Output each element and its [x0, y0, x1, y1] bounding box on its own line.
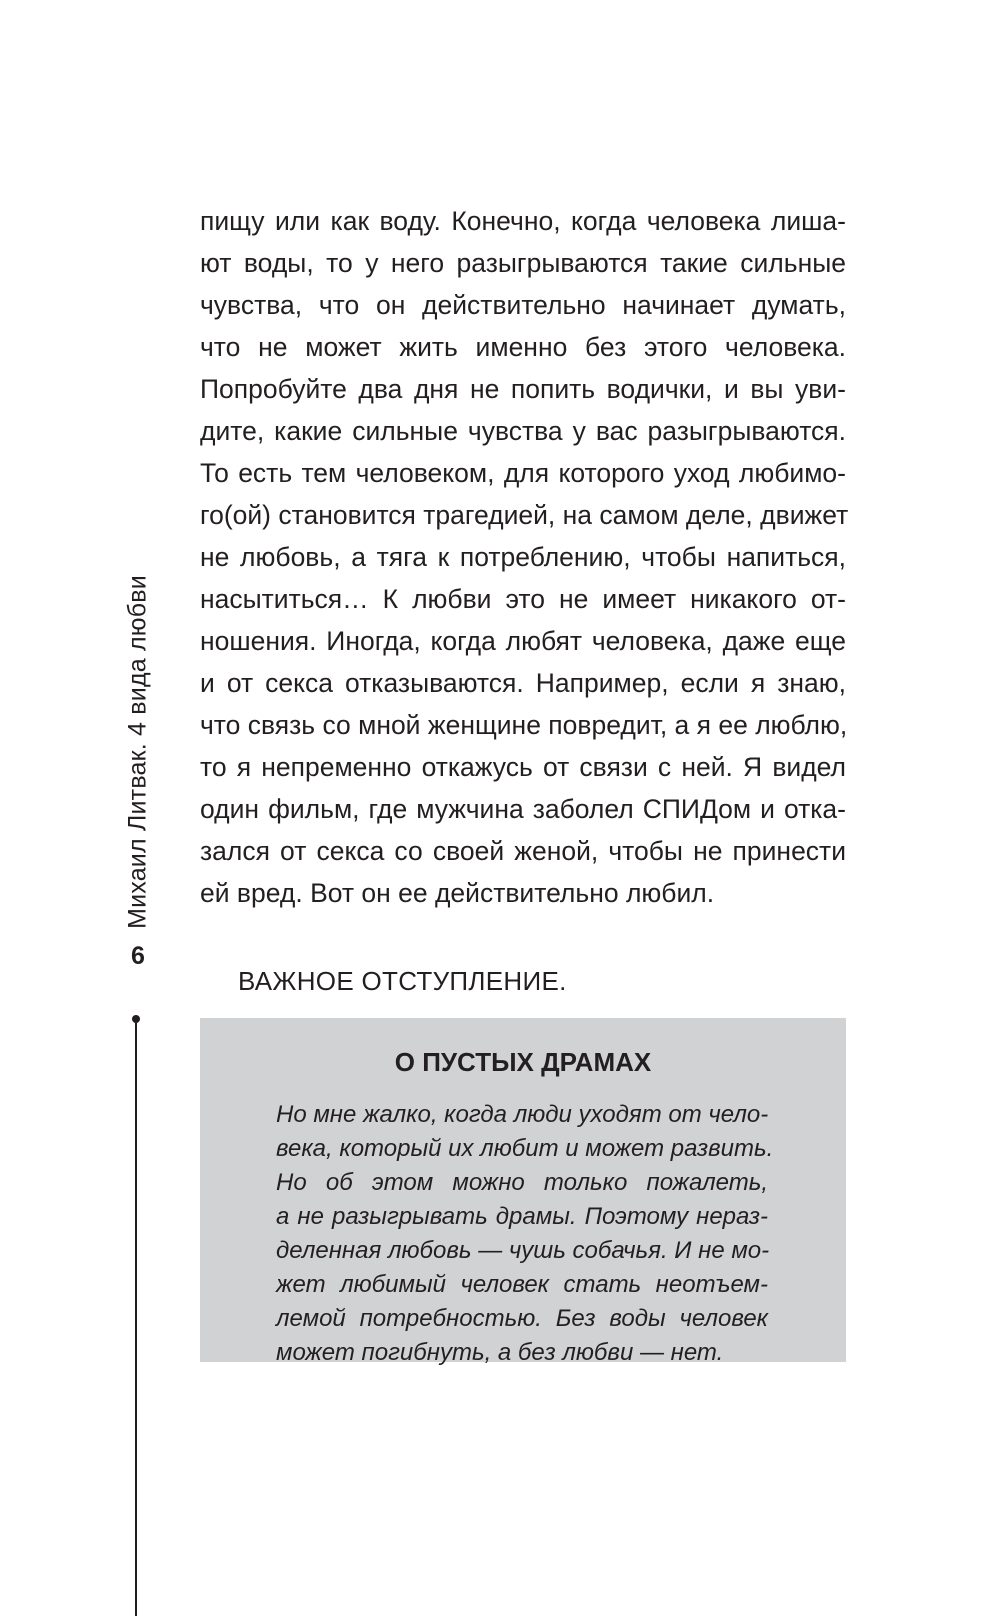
box-line: лемой потребностью. Без воды человек: [276, 1305, 768, 1332]
box-line: Но мне жалко, когда люди уходят от чело-: [276, 1101, 769, 1128]
body-line: один фильм, где мужчина заболел СПИДом и отка-: [200, 794, 846, 824]
body-line: Попробуйте два дня не попить водички, и вы уви-: [200, 374, 846, 404]
body-line: го(ой) становится трагедией, на самом деле, движет: [200, 500, 849, 530]
box-line: жет любимый человек стать неотъем-: [276, 1271, 768, 1298]
body-line: что связь со мной женщине повредит, а я ее люблю,: [200, 710, 848, 740]
body-line: ют воды, то у него разыгрываются такие сильные: [200, 248, 846, 278]
box-line: а не разыгрывать драмы. Поэтому нераз-: [276, 1203, 768, 1230]
body-line: не любовь, а тяга к потреблению, чтобы напиться,: [200, 542, 846, 572]
body-line: дите, какие сильные чувства у вас разыгрываются.: [200, 416, 846, 446]
box-text: [276, 1098, 774, 1370]
page-number: 6: [131, 942, 145, 970]
body-line: ей вред. Вот он ее действительно любил.: [200, 878, 715, 908]
box-title: О ПУСТЫХ ДРАМАХ: [394, 1047, 652, 1077]
running-head: Михаил Литвак. 4 вида любви: [123, 575, 152, 929]
box-line: века, который их любит и может развить.: [276, 1135, 774, 1162]
body-line: чувства, что он действительно начинает думать,: [200, 290, 846, 320]
body-line: что не может жить именно без этого человека.: [200, 332, 846, 362]
section-label: ВАЖНОЕ ОТСТУПЛЕНИЕ.: [238, 966, 567, 996]
body-line: зался от секса со своей женой, чтобы не принести: [200, 836, 846, 866]
box-line: деленная любовь — чушь собачья. И не мо-: [276, 1237, 770, 1264]
box-line: может погибнуть, а без любви — нет.: [276, 1339, 724, 1366]
box-line: Но об этом можно только пожалеть,: [276, 1169, 768, 1196]
body-text: [200, 200, 849, 914]
body-line: то я непременно откажусь от связи с ней. Я видел: [200, 752, 846, 782]
sidebar-box: [200, 1018, 846, 1366]
body-line: насытиться… К любви это не имеет никакого от-: [200, 584, 846, 614]
body-line: пищу или как воду. Конечно, когда человека лиша-: [200, 206, 846, 236]
margin-rule: [135, 1019, 137, 1616]
body-line: То есть тем человеком, для которого уход любимо-: [200, 458, 846, 488]
body-line: и от секса отказываются. Например, если я знаю,: [200, 668, 846, 698]
body-line: ношения. Иногда, когда любят человека, даже еще: [200, 626, 846, 656]
